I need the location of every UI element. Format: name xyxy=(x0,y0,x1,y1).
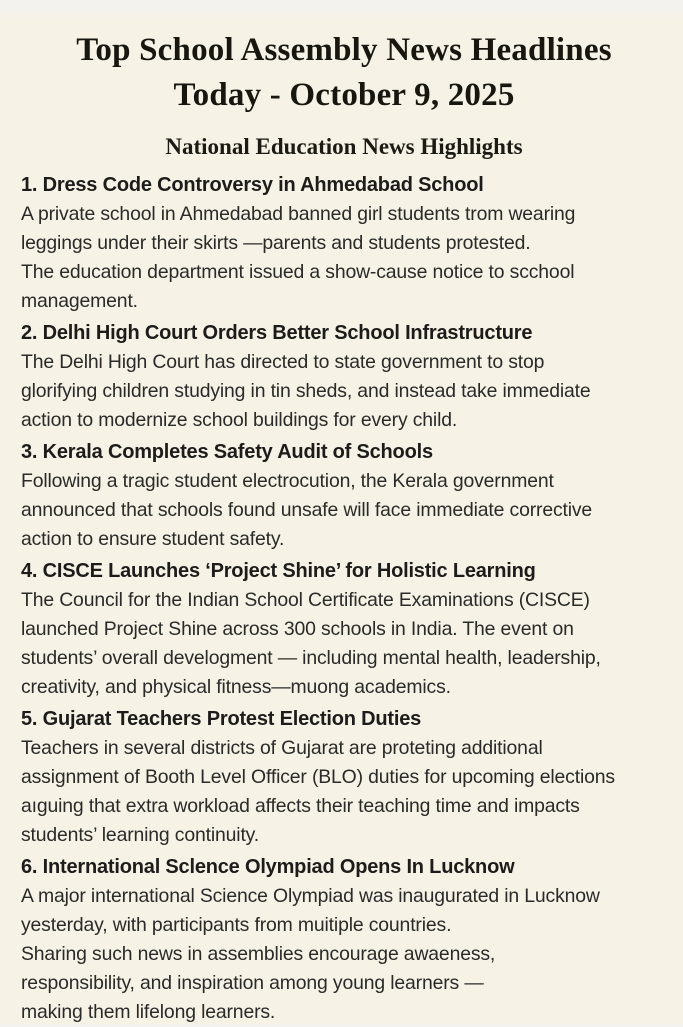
section-heading: 1. Dress Code Controversy in Ahmedabad School xyxy=(21,174,484,196)
news-section-4 xyxy=(21,557,667,702)
document-title xyxy=(21,28,667,118)
section-body-line: yesterday, with participants from muitiple countries. xyxy=(21,914,452,936)
document-subtitle: National Education News Highlights xyxy=(165,134,523,159)
section-body-line: Following a tragic student electrocution, the Kerala government xyxy=(21,470,554,492)
section-heading: 2. Delhi High Court Orders Better School Infrastructure xyxy=(21,322,533,344)
section-body-line: action to modernize school buildings for every child. xyxy=(21,409,458,431)
section-body-line: launched Project Shine across 300 schools in India. The event on xyxy=(21,618,574,640)
section-body-line: leggings under their skirts —parents and students protested. xyxy=(21,232,531,254)
closing-note xyxy=(21,940,667,1027)
section-body-line: The Council for the Indian School Certificate Examinations (CISCE) xyxy=(21,589,590,611)
news-section-6 xyxy=(21,853,667,940)
section-heading: 4. CISCE Launches ‘Project Shine’ for Holistic Learning xyxy=(21,560,536,582)
section-body-line: The Delhi High Court has directed to state government to stop xyxy=(21,351,545,373)
section-body-line: aıguing that extra workload affects their teaching time and impacts xyxy=(21,795,580,817)
section-heading: 6. International Sclence Olympiad Opens In Lucknow xyxy=(21,856,515,878)
news-section-3 xyxy=(21,438,667,554)
closing-line-clipped: making them lifelong learners. xyxy=(21,1001,276,1023)
section-body-line: A private school in Ahmedabad banned girl students trom wearing xyxy=(21,203,576,225)
news-list xyxy=(21,171,667,1027)
section-body-line: students’ overall develogment — including mental health, leadership, xyxy=(21,647,601,669)
news-section-5 xyxy=(21,705,667,850)
title-line-1: Top School Assembly News Headlines xyxy=(76,32,612,68)
section-body-line: action to ensure student safety. xyxy=(21,528,285,550)
section-body-line: students’ learning continuity. xyxy=(21,824,260,846)
news-section-1 xyxy=(21,171,667,316)
section-body-line: Teachers in several districts of Gujarat are proteting additional xyxy=(21,737,543,759)
section-body-line: management. xyxy=(21,290,138,312)
news-section-2 xyxy=(21,319,667,435)
section-body-line: glorifying children studying in tin sheds, and instead take immediate xyxy=(21,380,591,402)
section-body-line: A major international Science Olympiad was inaugurated in Lucknow xyxy=(21,885,600,907)
section-heading: 3. Kerala Completes Safety Audit of Schools xyxy=(21,441,433,463)
section-body-line: assignment of Booth Level Officer (BLO) duties for upcoming elections xyxy=(21,766,615,788)
section-body-line: announced that schools found unsafe will face immediate corrective xyxy=(21,499,593,521)
section-body-line: The education department issued a show-cause notice to scchool xyxy=(21,261,575,283)
closing-line: responsibility, and inspiration among young learners — xyxy=(21,972,484,994)
closing-line: Sharing such news in assemblies encourage awaeness, xyxy=(21,943,496,965)
title-line-2: Today - October 9, 2025 xyxy=(173,77,515,113)
section-heading: 5. Gujarat Teachers Protest Election Duties xyxy=(21,708,422,730)
section-body-line: creativity, and physical fitness—muong academics. xyxy=(21,676,451,698)
